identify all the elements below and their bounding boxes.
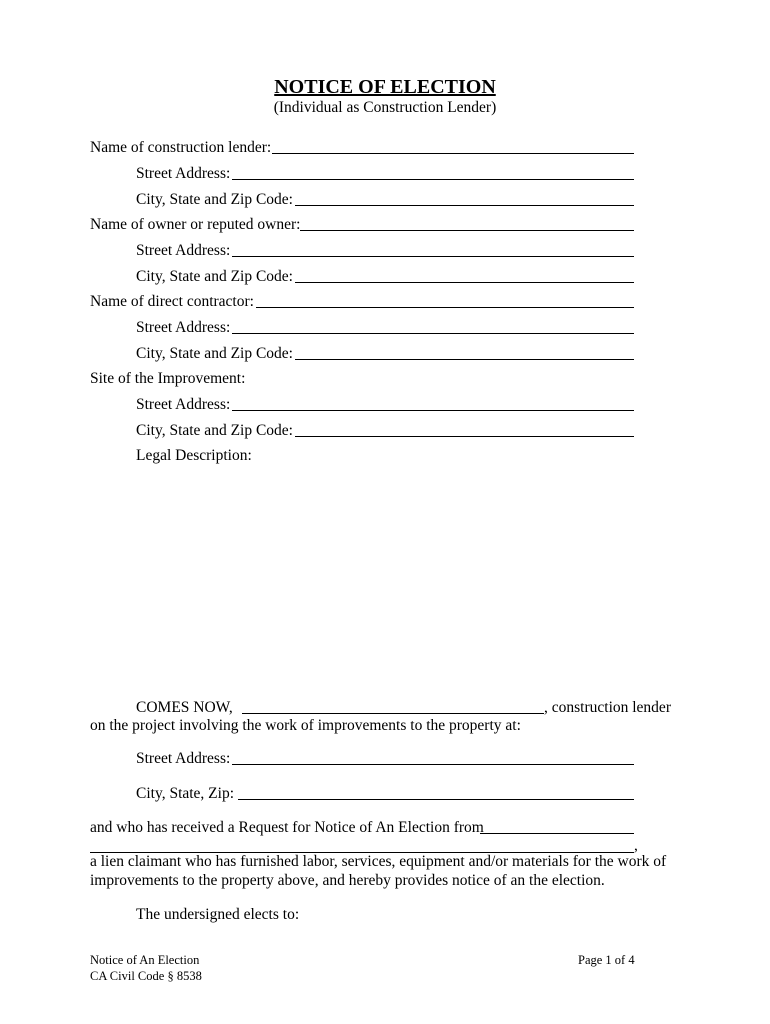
owner-street-label: Street Address:: [136, 242, 231, 259]
site-city-label: City, State and Zip Code:: [136, 422, 293, 439]
lender-name-body-field[interactable]: [242, 712, 544, 714]
lender-street-field[interactable]: [232, 178, 634, 180]
contractor-city-field[interactable]: [295, 358, 634, 360]
comma-text: ,: [634, 837, 638, 854]
lender-city-label: City, State and Zip Code:: [136, 191, 293, 208]
contractor-street-label: Street Address:: [136, 319, 231, 336]
site-city-field[interactable]: [295, 435, 634, 437]
legal-description-label: Legal Description:: [136, 447, 252, 464]
document-title: NOTICE OF ELECTION: [274, 76, 496, 98]
body-street-field[interactable]: [232, 763, 634, 765]
body-city-label: City, State, Zip:: [136, 785, 235, 802]
site-heading: Site of the Improvement:: [90, 370, 246, 387]
contractor-city-label: City, State and Zip Code:: [136, 345, 293, 362]
owner-city-label: City, State and Zip Code:: [136, 268, 293, 285]
footer-title: Notice of An Election: [90, 953, 200, 967]
owner-name-field[interactable]: [300, 229, 634, 231]
elects-text: The undersigned elects to:: [136, 906, 300, 923]
contractor-name-label: Name of direct contractor:: [90, 293, 254, 310]
received-text: and who has received a Request for Notice of An Election from: [90, 819, 484, 836]
lender-name-label: Name of construction lender:: [90, 139, 272, 156]
site-street-field[interactable]: [232, 409, 634, 411]
body-street-label: Street Address:: [136, 750, 231, 767]
contractor-street-field[interactable]: [232, 332, 634, 334]
project-line-text: on the project involving the work of improvements to the property at:: [90, 717, 521, 734]
lender-street-label: Street Address:: [136, 165, 231, 182]
claimant-line-1: a lien claimant who has furnished labor, services, equipment and/or materials for the work of: [90, 853, 667, 870]
lender-name-field[interactable]: [272, 152, 634, 154]
construction-lender-text: , construction lender: [544, 699, 671, 716]
owner-city-field[interactable]: [295, 281, 634, 283]
site-street-label: Street Address:: [136, 396, 231, 413]
lender-city-field[interactable]: [295, 204, 634, 206]
contractor-name-field[interactable]: [256, 306, 634, 308]
footer-code: CA Civil Code § 8538: [90, 969, 202, 983]
document-subtitle: (Individual as Construction Lender): [273, 99, 497, 116]
owner-name-label: Name of owner or reputed owner:: [90, 216, 301, 233]
comes-now-text: COMES NOW,: [136, 699, 233, 716]
footer-page-number: Page 1 of 4: [578, 953, 635, 967]
owner-street-field[interactable]: [232, 255, 634, 257]
claimant-line-2: improvements to the property above, and hereby provides notice of an the election.: [90, 872, 605, 889]
body-city-field[interactable]: [238, 798, 634, 800]
claimant-name-field[interactable]: [480, 832, 634, 834]
